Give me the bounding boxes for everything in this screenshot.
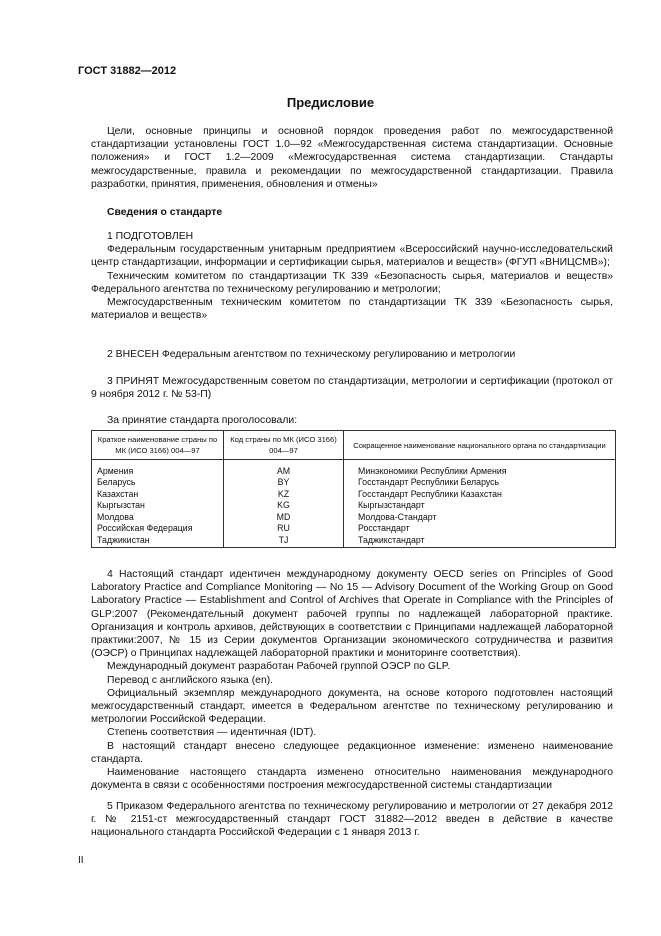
table-cell-body: Кыргызстандарт — [344, 500, 616, 512]
item-1-paragraph-2: Техническим комитетом по стандартизации ТК 339 «Безопасность сырья, материалов и веществ» Федерального агентства по техническому регулированию и метрологии; — [91, 270, 613, 295]
table-cell-body: Минэкономики Республики Армения — [344, 460, 616, 477]
table-cell-country: Кыргызстан — [92, 500, 224, 512]
table-row — [92, 523, 616, 535]
table-cell-body: Госстандарт Республики Беларусь — [344, 477, 616, 489]
table-cell-code: TJ — [224, 535, 344, 548]
item-4-paragraph-5: Степень соответствия — идентичная (IDT). — [107, 727, 317, 739]
intro-paragraph-block — [91, 125, 613, 191]
item-2-block — [91, 348, 613, 361]
item-1-heading: 1 ПОДГОТОВЛЕН — [107, 231, 194, 242]
table-cell-code: AM — [224, 460, 344, 477]
item-4-paragraph-4: Официальный экземпляр международного документа, на основе которого подготовлен настоящий межгосударственный стандарт, имеется в Федеральном агентстве по техническому регулированию и метрологии Российской Федерации. — [91, 687, 613, 726]
item-5-block — [91, 800, 613, 840]
table-row — [92, 460, 616, 477]
table-cell-code: KG — [224, 500, 344, 512]
table-cell-code: MD — [224, 511, 344, 523]
table-cell-body: Таджикстандарт — [344, 535, 616, 548]
table-cell-country: Беларусь — [92, 477, 224, 489]
item-1-paragraph-1: Федеральным государственным унитарным предприятием «Всероссийский научно-исследовательский центр стандартизации, информации и сертификации сырья, материалов и веществ» (ФГУП «ВНИЦСМВ»); — [91, 244, 613, 269]
table-row — [92, 477, 616, 489]
table-cell-code: BY — [224, 477, 344, 489]
item-2-paragraph: 2 ВНЕСЕН Федеральным агентством по техническому регулированию и метрологии — [107, 349, 516, 360]
table-cell-body: Молдова-Стандарт — [344, 511, 616, 523]
item-4-paragraph-2: Международный документ разработан Рабочей группой ОЭСР по GLP. — [107, 661, 451, 673]
table-header-body: Сокращенное наименование национального органа по стандартизации — [344, 431, 616, 460]
table-header-country: Краткое наименование страны по МК (ИСО 3166) 004—97 — [92, 431, 224, 460]
document-header-id: ГОСТ 31882—2012 — [78, 65, 177, 77]
table-cell-body: Росстандарт — [344, 523, 616, 535]
vote-intro-block — [91, 414, 613, 427]
table-cell-code: RU — [224, 523, 344, 535]
section-heading-block — [91, 206, 613, 219]
item-5-paragraph: 5 Приказом Федерального агентства по техническому регулированию и метрологии от 27 декабря 2012 г. № 2151-ст межгосударственный стандарт ГОСТ 31882—2012 введен в действие в качестве национального стандарта Российской Федерации с 1 января 2013 г. — [91, 801, 613, 839]
item-4-block — [91, 568, 613, 792]
table-row — [92, 488, 616, 500]
intro-paragraph: Цели, основные принципы и основной порядок проведения работ по межгосударственной стандартизации установлены ГОСТ 1.0—92 «Межгосударственная система стандартизации. Основные положения» и ГОСТ 1.2—2009 «Межгосударственная система стандартизации. Стандарты межгосударственные, правила и рекомендации по межгосударственной стандартизации. Правила разработки, принятия, применения, обновления и отмены» — [91, 126, 613, 190]
item-1-block — [91, 230, 613, 322]
table-cell-country: Казахстан — [92, 488, 224, 500]
table-cell-country: Российская Федерация — [92, 523, 224, 535]
table-row — [92, 511, 616, 523]
section-heading: Сведения о стандарте — [107, 207, 223, 218]
table-cell-body: Госстандарт Республики Казахстан — [344, 488, 616, 500]
table-header-code: Код страны по МК (ИСО 3166) 004—97 — [224, 431, 344, 460]
item-3-paragraph: 3 ПРИНЯТ Межгосударственным советом по стандартизации, метрологии и сертификации (протокол от 9 ноября 2012 г. № 53-П) — [91, 376, 613, 401]
item-4-paragraph-3: Перевод с английского языка (en). — [107, 674, 274, 686]
table-row — [92, 535, 616, 548]
item-4-paragraph-7: Наименование настоящего стандарта изменено относительно наименования международного документа в связи с особенностями построения межгосударственной системы стандартизации — [91, 767, 613, 792]
table-cell-country: Молдова — [92, 511, 224, 523]
vote-intro: За принятие стандарта проголосовали: — [107, 415, 298, 426]
table-cell-country: Армения — [92, 460, 224, 477]
table-header-row — [92, 431, 616, 460]
page-title: Предисловие — [286, 95, 375, 110]
item-1-paragraph-3: Межгосударственным техническим комитетом по стандартизации ТК 339 «Безопасность сырья, материалов и веществ» — [91, 297, 613, 322]
table-cell-code: KZ — [224, 488, 344, 500]
item-4-paragraph-6: В настоящий стандарт внесено следующее редакционное изменение: изменено наименование стандарта. — [91, 740, 613, 765]
table-cell-country: Таджикистан — [92, 535, 224, 548]
table-row — [92, 500, 616, 512]
item-4-paragraph-1: 4 Настоящий стандарт идентичен международному документу OECD series on Principles of Good Laboratory Practice and Compliance Monitoring — No 15 — Advisory Document of the Working Group on Good Laboratory Practice — Establishment and Control of Archives that Operate in Compliance with the Principles of GLP:2007 (Рекомендательный документ рабочей группы по надлежащей лабораторной практике. Организация и контроль архивов, действующих в соответствии с Принципами надлежащей лабораторной практики:2007, № 15 из Серии документов Организации экономического сотрудничества и развития (ОЭСР) о Принципах надлежащей лабораторной практики и мониторинге соответствия). — [91, 569, 613, 660]
page-number: II — [78, 855, 84, 866]
voting-countries-table — [91, 430, 616, 548]
item-3-block — [91, 375, 613, 401]
